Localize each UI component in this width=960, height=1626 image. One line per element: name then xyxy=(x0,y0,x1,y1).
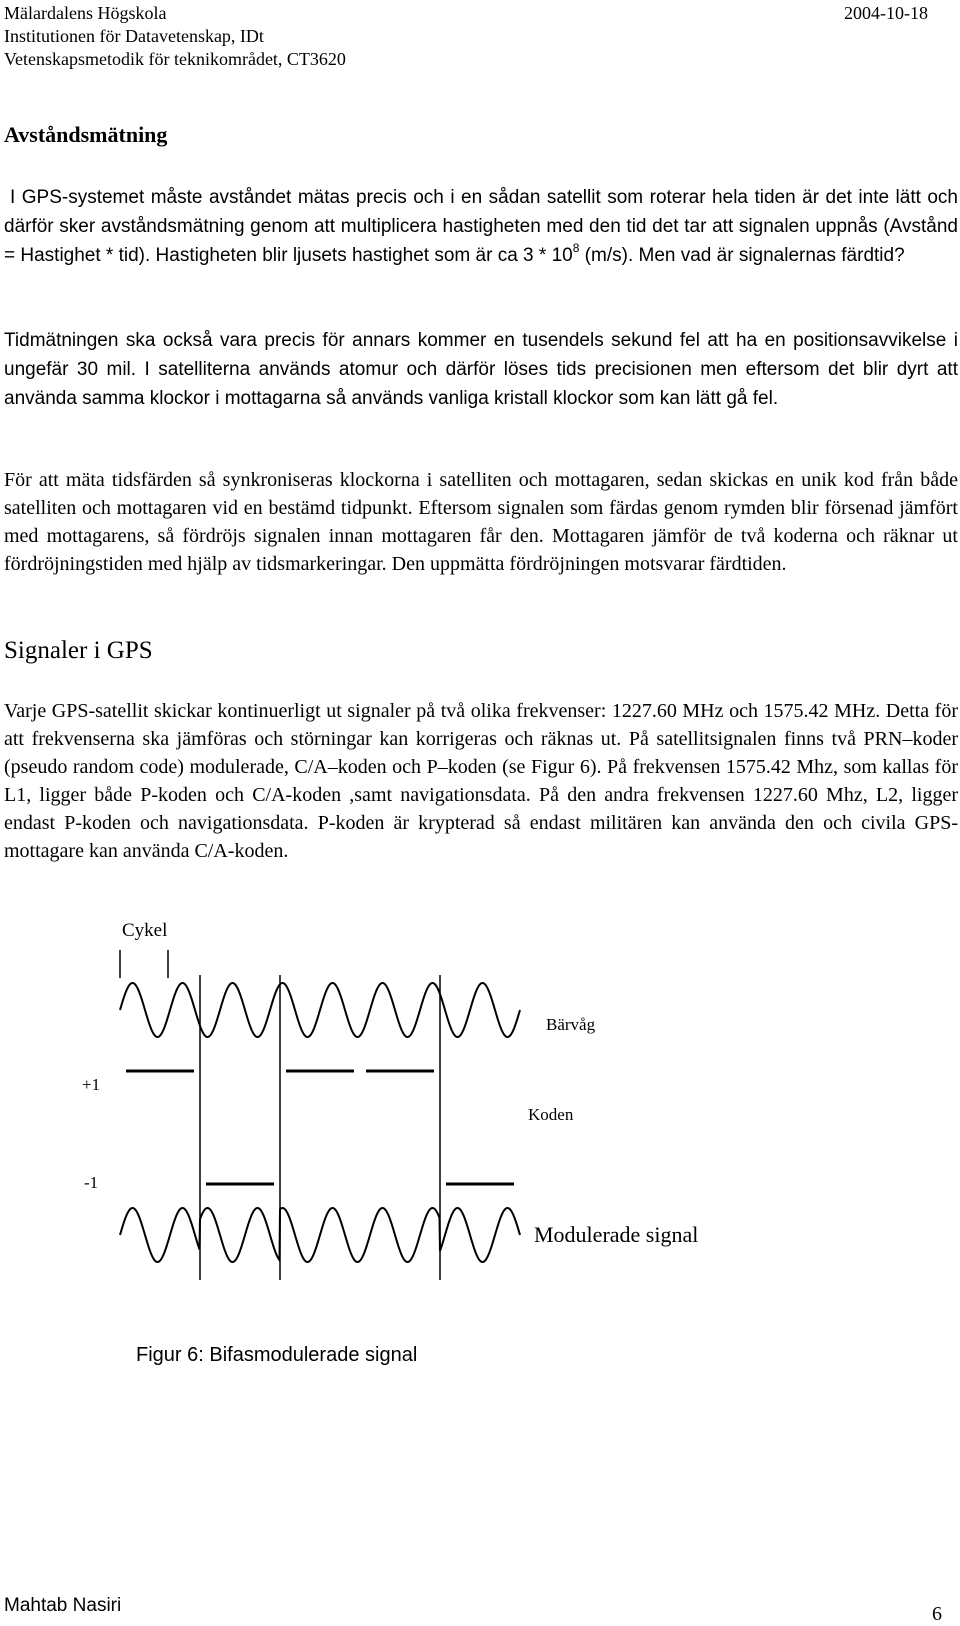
paragraph-synchronization: För att mäta tidsfärden så synkroniseras klockorna i satelliten och mottagaren, sedan skickas en unik kod från både satelliten och mottagaren vid en bestämd tidpunkt. Eftersom signalen som färdas genom rymden blir försenad jämfört med mottagarens, så fördröjs signalen innan mottagaren får den. Mottagaren jämför de två koderna och räknar ut fördröjningstiden med hjälp av tidsmarkeringar. Den uppmätta fördröjningen motsvarar färdtiden. xyxy=(4,469,958,575)
figure-caption: Figur 6: Bifasmodulerade signal xyxy=(136,1344,418,1366)
section-title-signaler: Signaler i GPS xyxy=(4,637,153,664)
paragraph-gps-distance-text-a: I GPS-systemet måste avståndet mätas precis och i en sådan satellit som roterar hela tiden är det inte lätt och därför sker avståndsmätning genom att multiplicera hastigheten med den tid det tar att signalen uppnås (Avstånd = Hastighet * tid). Hastigheten blir ljusets hastighet som är ca 3 * 10 xyxy=(4,187,958,266)
page-header xyxy=(4,2,928,71)
section-title-avstandsmatning: Avståndsmätning xyxy=(4,122,168,147)
footer-author: Mahtab Nasiri xyxy=(4,1595,122,1616)
header-university: Mälardalens Högskola xyxy=(4,3,167,23)
header-department: Institutionen för Datavetenskap, IDt xyxy=(4,26,264,46)
paragraph-gps-distance-text-b: (m/s). Men vad är signalernas färdtid? xyxy=(579,245,905,266)
paragraph-gps-signals: Varje GPS-satellit skickar kontinuerligt ut signaler på två olika frekvenser: 1227.60 MHz och 1575.42 MHz. Detta för att frekvenserna ska jämföras och störningar kan korrigeras och räknas ut. På satellitsignalen finns två PRN–koder (pseudo random code) modulerade, C/A–koden och P–koden (se Figur 6). På frekvensen 1575.42 Mhz, som kallas för L1, ligger både P-koden och C/A-koden ,samt navigationsdata. På den andra frekvensen 1227.60 Mhz, L2, ligger endast P-koden och navigationsdata. P-koden är krypterad så endast militären kan använda den och civila GPS-mottagare kan använda C/A-koden. xyxy=(4,700,958,862)
exponent: 8 xyxy=(572,241,580,255)
carrier-wave xyxy=(120,983,520,1037)
code-label: Koden xyxy=(528,1105,574,1124)
modulated-wave xyxy=(120,1208,520,1262)
page-number: 6 xyxy=(932,1603,942,1625)
paragraph-time-measurement: Tidmätningen ska också vara precis för annars kommer en tusendels sekund fel att ha en positionsavvikelse i ungefär 30 mil. I satelliterna används atomur och därför löses tids precisionen men eftersom det blir dyrt att använda samma klockor i mottagarna så används vanliga kristall klockor som kan lätt gå fel. xyxy=(4,330,958,409)
header-course: Vetenskapsmetodik för teknikområdet, CT3620 xyxy=(4,49,346,69)
plus-one-label: +1 xyxy=(82,1075,101,1094)
waveforms xyxy=(120,975,520,1280)
cykel-label: Cykel xyxy=(122,920,168,941)
minus-one-label: -1 xyxy=(84,1173,99,1192)
modulated-signal-label: Modulerade signal xyxy=(534,1222,699,1247)
header-date: 2004-10-18 xyxy=(844,3,928,23)
bpsk-modulation-figure xyxy=(0,920,960,1340)
carrier-label: Bärvåg xyxy=(546,1015,596,1034)
paragraph-gps-distance xyxy=(4,183,958,270)
